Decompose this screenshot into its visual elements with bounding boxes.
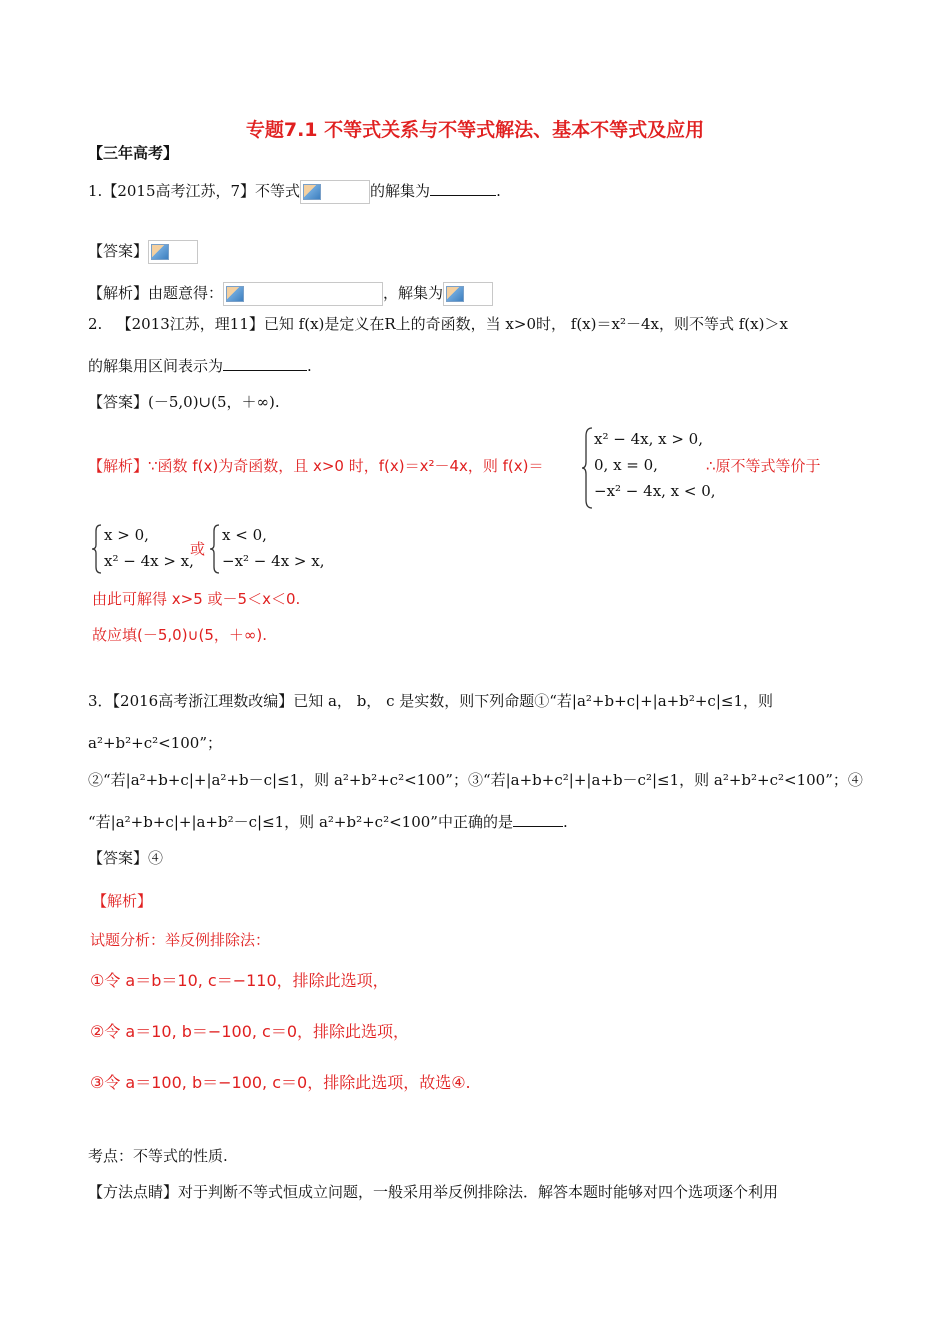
formula-image-icon [443,282,493,306]
equivalence-text: ∴原不等式等价于 [706,457,821,475]
formula-image-icon [148,240,198,264]
kaodian: 考点：不等式的性质. [88,1147,228,1165]
piecewise-brace [582,426,594,510]
q3-line4: “若|a²+b+c|+|a+b²－c|≤1，则 a²+b²+c²<100”中正确的是 . [88,813,568,831]
or-text: 或 [190,540,206,558]
q2-question-line1: 2. 【2013江苏，理11】已知 f(x)是定义在R上的奇函数，当 x>0时， f(x)＝x²－4x，则不等式 f(x)＞x [88,315,788,333]
q3-line2: a²+b²+c²<100”； [88,734,222,752]
formula-image-icon [300,180,370,204]
q3-case3: ③令 a＝100, b＝−100, c＝0，排除此选项，故选④. [90,1073,471,1092]
answer-blank [513,812,563,827]
q3-answer: 【答案】④ [88,849,164,867]
q2-answer: 【答案】(－5,0)∪(5，＋∞). [88,393,280,411]
system2-brace [210,523,220,575]
q3-line3: ②“若|a²+b+c|+|a²+b－c|≤1，则 a²+b²+c²<100”；③“若|a+b+c²|+|a+b－c²|≤1，则 a²+b²+c²<100”；④ [88,771,863,789]
q1-analysis: 【解析】由题意得： ，解集为 [88,282,493,306]
q3-case1: ①令 a＝b＝10, c＝−110，排除此选项， [90,971,389,990]
doc-title: 专题7.1 不等式关系与不等式解法、基本不等式及应用 [245,119,705,141]
method-tip: 【方法点睛】对于判断不等式恒成立问题，一般采用举反例排除法．解答本题时能够对四个选项逐个利用 [88,1183,779,1201]
formula-image-icon [223,282,383,306]
answer-blank [430,181,496,196]
q1-answer: 【答案】 [88,240,198,264]
q2-solve: 由此可解得 x>5 或－5＜x＜0. [92,590,301,608]
q2-analysis: 【解析】∵函数 f(x)为奇函数，且 x>0 时，f(x)＝x²－4x，则 f(x)＝ [88,457,544,475]
piecewise-cases: x² − 4x, x > 0, 0, x = 0, −x² − 4x, x < 0, [594,430,716,500]
system1: x > 0, x² − 4x > x, [104,526,194,570]
q3-line1: 3．【2016高考浙江理数改编】已知 a， b， c 是实数，则下列命题①“若|a²+b+c|+|a+b²+c|≤1，则 [88,692,773,710]
q2-question-line2: 的解集用区间表示为 . [88,357,312,375]
q3-case2: ②令 a＝10, b＝−100, c＝0，排除此选项， [90,1022,410,1041]
q3-method: 试题分析：举反例排除法： [90,931,271,949]
section-heading: 【三年高考】 [88,144,179,162]
q2-fill: 故应填(－5,0)∪(5，＋∞). [92,626,268,644]
system1-brace [92,523,102,575]
answer-blank [223,356,307,371]
q1-question: 1.【2015高考江苏，7】不等式 的解集为 . [88,180,501,204]
q3-analysis-label: 【解析】 [92,892,153,910]
system2: x < 0, −x² − 4x > x, [222,526,325,570]
